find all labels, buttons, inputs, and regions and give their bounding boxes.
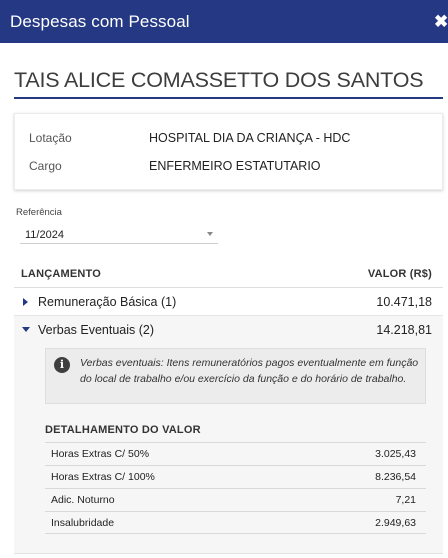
collapse-arrow-icon [22,327,30,332]
table-row-remuneracao-basica[interactable] [14,288,443,316]
detail-row [45,511,426,534]
caret-down-icon [207,232,213,236]
column-header-lancamento: LANÇAMENTO [21,268,102,280]
reference-label: Referência [16,207,62,218]
close-icon[interactable]: ✖ [434,12,448,31]
modal-title: Despesas com Pessoal [10,12,190,31]
detail-value: 2.949,63 [375,517,416,529]
reference-select[interactable] [20,224,218,244]
row-value: 10.471,18 [376,295,432,309]
detail-value: 3.025,43 [375,448,416,460]
detail-table [45,442,426,534]
detail-value: 8.236,54 [375,471,416,483]
detail-row [45,488,426,511]
table-row-verbas-eventuais[interactable] [14,316,443,344]
detail-label: Horas Extras C/ 50% [51,448,150,460]
modal-header [0,0,448,43]
row-label: Verbas Eventuais (2) [38,323,155,337]
cargo-label: Cargo [29,159,62,173]
verbas-eventuais-detail-panel [14,344,443,554]
employee-info-card [14,113,443,190]
expand-arrow-icon [23,298,28,306]
detail-value: 7,21 [395,494,416,506]
detail-row [45,465,426,488]
info-note [45,348,426,404]
note-text: Verbas eventuais: Itens remuneratórios pagos eventualmente em função do local de trabalho e/ou exercício da função e do horário de trabalho. [80,357,419,385]
detail-label: Adic. Noturno [51,494,115,506]
lotacao-label: Lotação [29,131,72,145]
cargo-value: ENFERMEIRO ESTATUTARIO [149,159,321,173]
detail-label: Horas Extras C/ 100% [51,471,155,483]
row-value: 14.218,81 [376,323,432,337]
name-divider [14,97,443,99]
detail-label: Insalubridade [51,517,115,529]
column-header-valor: VALOR (R$) [367,268,432,280]
info-icon: i [54,357,70,373]
reference-selected-value: 11/2024 [25,229,64,241]
detail-row [45,442,426,465]
employee-name: TAIS ALICE COMASSETTO DOS SANTOS [14,68,424,92]
lotacao-value: HOSPITAL DIA DA CRIANÇA - HDC [149,131,351,145]
detail-title: DETALHAMENTO DO VALOR [45,424,201,436]
row-label: Remuneração Básica (1) [38,295,177,309]
